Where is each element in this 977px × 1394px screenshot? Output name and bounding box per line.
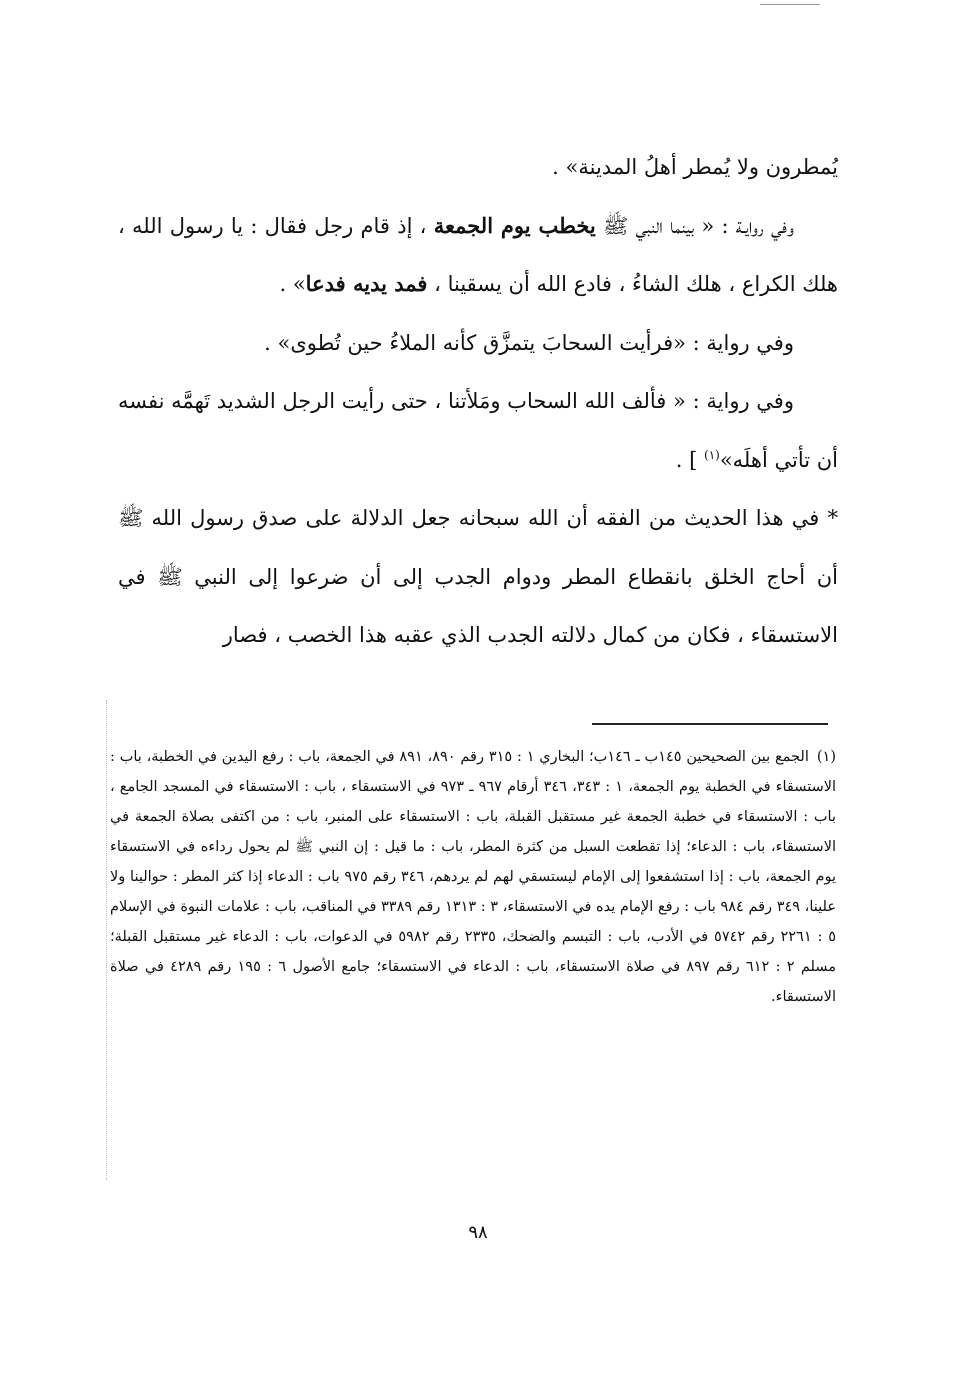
- footnote-reference: (١): [704, 447, 720, 462]
- paragraph-2-e: » .: [279, 272, 306, 296]
- paragraph-2: [118, 197, 838, 314]
- paragraph-2-c: ، إذ قام رجل فقال : يا رسول الله ، هلك الكراع ، هلك الشاءُ ، فادع الله أن يسقينا ،: [118, 213, 838, 296]
- footnote-separator: [592, 723, 828, 725]
- page-number: ٩٨: [468, 1222, 488, 1243]
- footnote-text: الجمع بين الصحيحين ١٤٥ب ـ ١٤٦ب؛ البخاري ١ : ٣١٥ رقم ٨٩٠، ٨٩١ في الجمعة، باب : رفع اليدين في الخطبة، باب : الاستسقاء في الخطبة يوم الجمعة، ١ : ٣٤٣، ٣٤٦ أرقام ٩٦٧ ـ ٩٧٣ في الاستسقاء ، باب : الاستسقاء في المسجد الجامع ، باب : الاستسقاء في خطبة الجمعة غير مستقبل القبلة، باب : الاستسقاء على المنبر، باب : من اكتفى بصلاة الجمعة في الاستسقاء، باب : الدعاء؛ إذا تقطعت السبل من كثرة المطر، باب : ما قيل : إن النبي ﷺ لم يحول رداءه في الاستسقاء يوم الجمعة، باب : إذا استشفعوا إلى الإمام ليستسقي لهم لم يردهم، ٣٤٦ رقم ٩٧٥ باب : الدعاء إذا كثر المطر : حوالينا ولا علينا، ٣٤٩ رقم ٩٨٤ باب : رفع الإمام يده في الاستسقاء، ٣ : ١٣١٣ رقم ٣٣٨٩ في المناقب، باب : علامات النبوة في الإسلام ٥ : ٢٢٦١ رقم ٥٧٤٢ في الأدب، باب : التبسم والضحك، ٢٣٣٥ رقم ٥٩٨٢ في الدعوات، باب : الدعاء غير مستقبل القبلة؛ مسلم ٢ : ٦١٢ رقم ٨٩٧ في صلاة الاستسقاء، باب : الدعاء في الاستسقاء؛ جامع الأصول ٦ : ١٩٥ رقم ٤٢٨٩ في صلاة الاستسقاء.: [110, 749, 837, 1005]
- header-rule: [760, 4, 820, 5]
- paragraph-4-b: ] .: [675, 447, 704, 472]
- paragraph-3: وفي رواية : «فرأيت السحابَ يتمزَّق كأنه الملاءُ حين تُطوى» .: [264, 330, 794, 355]
- main-text: [118, 138, 838, 665]
- footnote-number: (١): [816, 749, 837, 765]
- paragraph-4: [118, 372, 838, 489]
- paragraph-2-a: وفي روايـة : « بينما النبي ﷺ: [595, 213, 794, 238]
- paragraph-5: * في هذا الحديث من الفقه أن الله سبحانه جعل الدلالة على صدق رسول الله ﷺ أن أحاج الخلق بانقطاع المطر ودوام الجدب إلى أن ضرعوا إلى النبي ﷺ في الاستسقاء ، فكان من كمال دلالته الجدب الذي عقبه هذا الخصب ، فصار: [118, 506, 838, 647]
- paragraph-4-a: وفي رواية : « فألف الله السحاب ومَلأتنا ، حتى رأيت الرجل الشديد تَهمَّه نفسه أن تأتي أهلَه»: [118, 389, 838, 472]
- paragraph-2-bold-b: فمد يديه فدعا: [305, 271, 428, 296]
- margin-rule: [106, 700, 107, 1180]
- paragraph-1: يُمطرون ولا يُمطر أهلُ المدينة» .: [552, 155, 838, 179]
- paragraph-2-bold-a: يخطب يوم الجمعة: [433, 212, 596, 238]
- footnote: [110, 742, 836, 1012]
